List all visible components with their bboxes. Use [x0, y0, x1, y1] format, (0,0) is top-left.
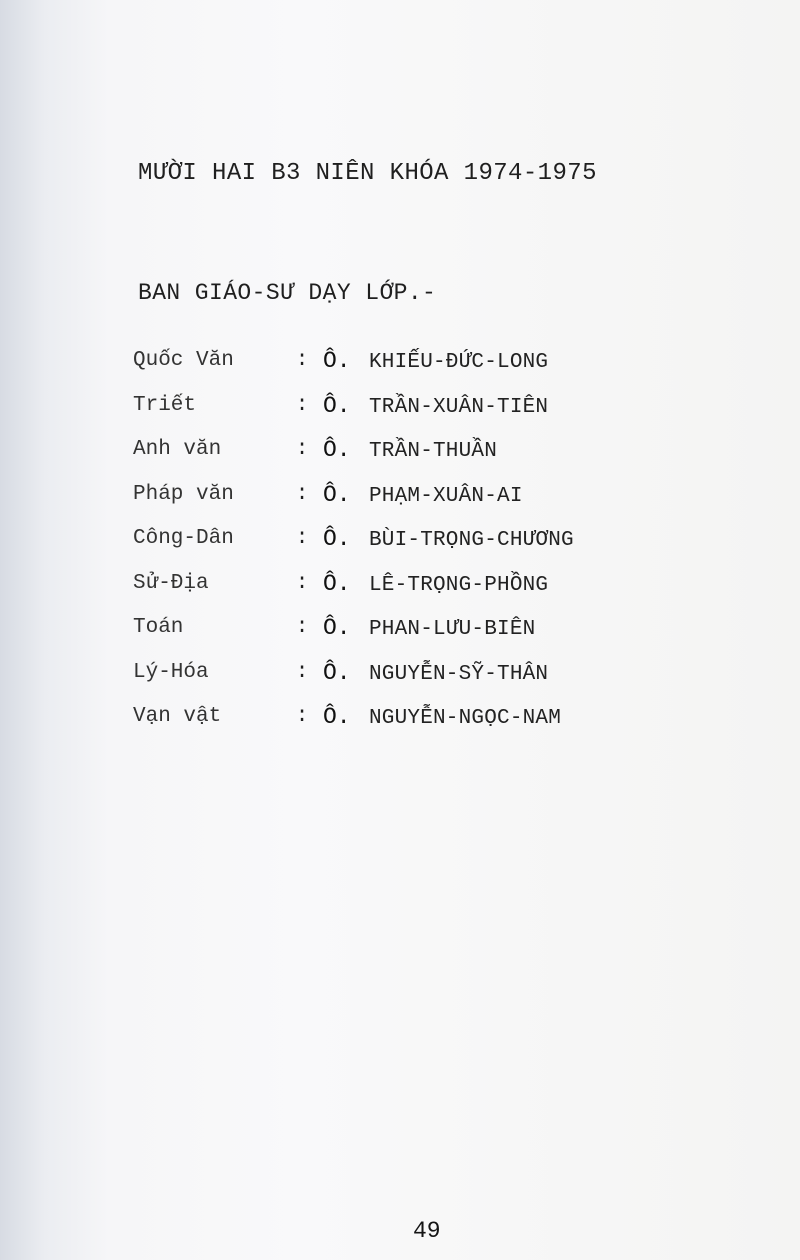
document-title: MƯỜI HAI B3 NIÊN KHÓA 1974-1975 [138, 160, 597, 187]
faculty-row [133, 349, 693, 394]
separator-colon: : [295, 393, 309, 417]
subject-label: Toán [133, 616, 184, 639]
subject-label: Quốc Văn [133, 349, 234, 372]
page-number: 49 [413, 1218, 441, 1244]
subject-label: Vạn vật [133, 705, 222, 728]
teacher-name: PHAN-LƯU-BIÊN [369, 618, 536, 641]
separator-colon: : [295, 571, 309, 595]
faculty-list [133, 349, 693, 750]
honorific-label: Ô. [323, 659, 351, 686]
teacher-name: LÊ-TRỌNG-PHỒNG [369, 573, 549, 597]
faculty-row [133, 661, 693, 706]
subject-label: Sử-Địa [133, 571, 209, 595]
faculty-row [133, 394, 693, 439]
teacher-name: NGUYỄN-SỸ-THÂN [369, 662, 549, 686]
section-heading: BAN GIÁO-SƯ DẠY LỚP.- [138, 280, 437, 306]
faculty-row [133, 705, 693, 750]
teacher-name: TRẦN-XUÂN-TIÊN [369, 395, 549, 419]
subject-label: Pháp văn [133, 482, 234, 506]
honorific-label: Ô. [323, 348, 351, 374]
honorific-label: Ô. [323, 392, 351, 419]
faculty-row [133, 438, 693, 483]
faculty-row [133, 572, 693, 617]
separator-colon: : [295, 438, 309, 461]
subject-label: Triết [133, 393, 197, 417]
honorific-label: Ô. [323, 570, 351, 597]
separator-colon: : [295, 660, 309, 684]
faculty-row [133, 483, 693, 528]
subject-label: Công-Dân [133, 527, 234, 550]
separator-colon: : [295, 349, 309, 372]
separator-colon: : [295, 527, 309, 550]
separator-colon: : [295, 482, 309, 506]
subject-label: Anh văn [133, 438, 222, 461]
separator-colon: : [295, 616, 309, 639]
faculty-row [133, 616, 693, 661]
honorific-label: Ô. [323, 526, 351, 552]
teacher-name: NGUYỄN-NGỌC-NAM [369, 707, 562, 730]
honorific-label: Ô. [323, 704, 351, 730]
honorific-label: Ô. [323, 437, 351, 463]
teacher-name: KHIẾU-ĐỨC-LONG [369, 351, 549, 374]
honorific-label: Ô. [323, 615, 351, 641]
separator-colon: : [295, 705, 309, 728]
teacher-name: PHẠM-XUÂN-AI [369, 484, 523, 508]
teacher-name: BÙI-TRỌNG-CHƯƠNG [369, 529, 574, 552]
faculty-row [133, 527, 693, 572]
honorific-label: Ô. [323, 481, 351, 508]
subject-label: Lý-Hóa [133, 660, 209, 684]
teacher-name: TRẦN-THUẦN [369, 440, 498, 463]
